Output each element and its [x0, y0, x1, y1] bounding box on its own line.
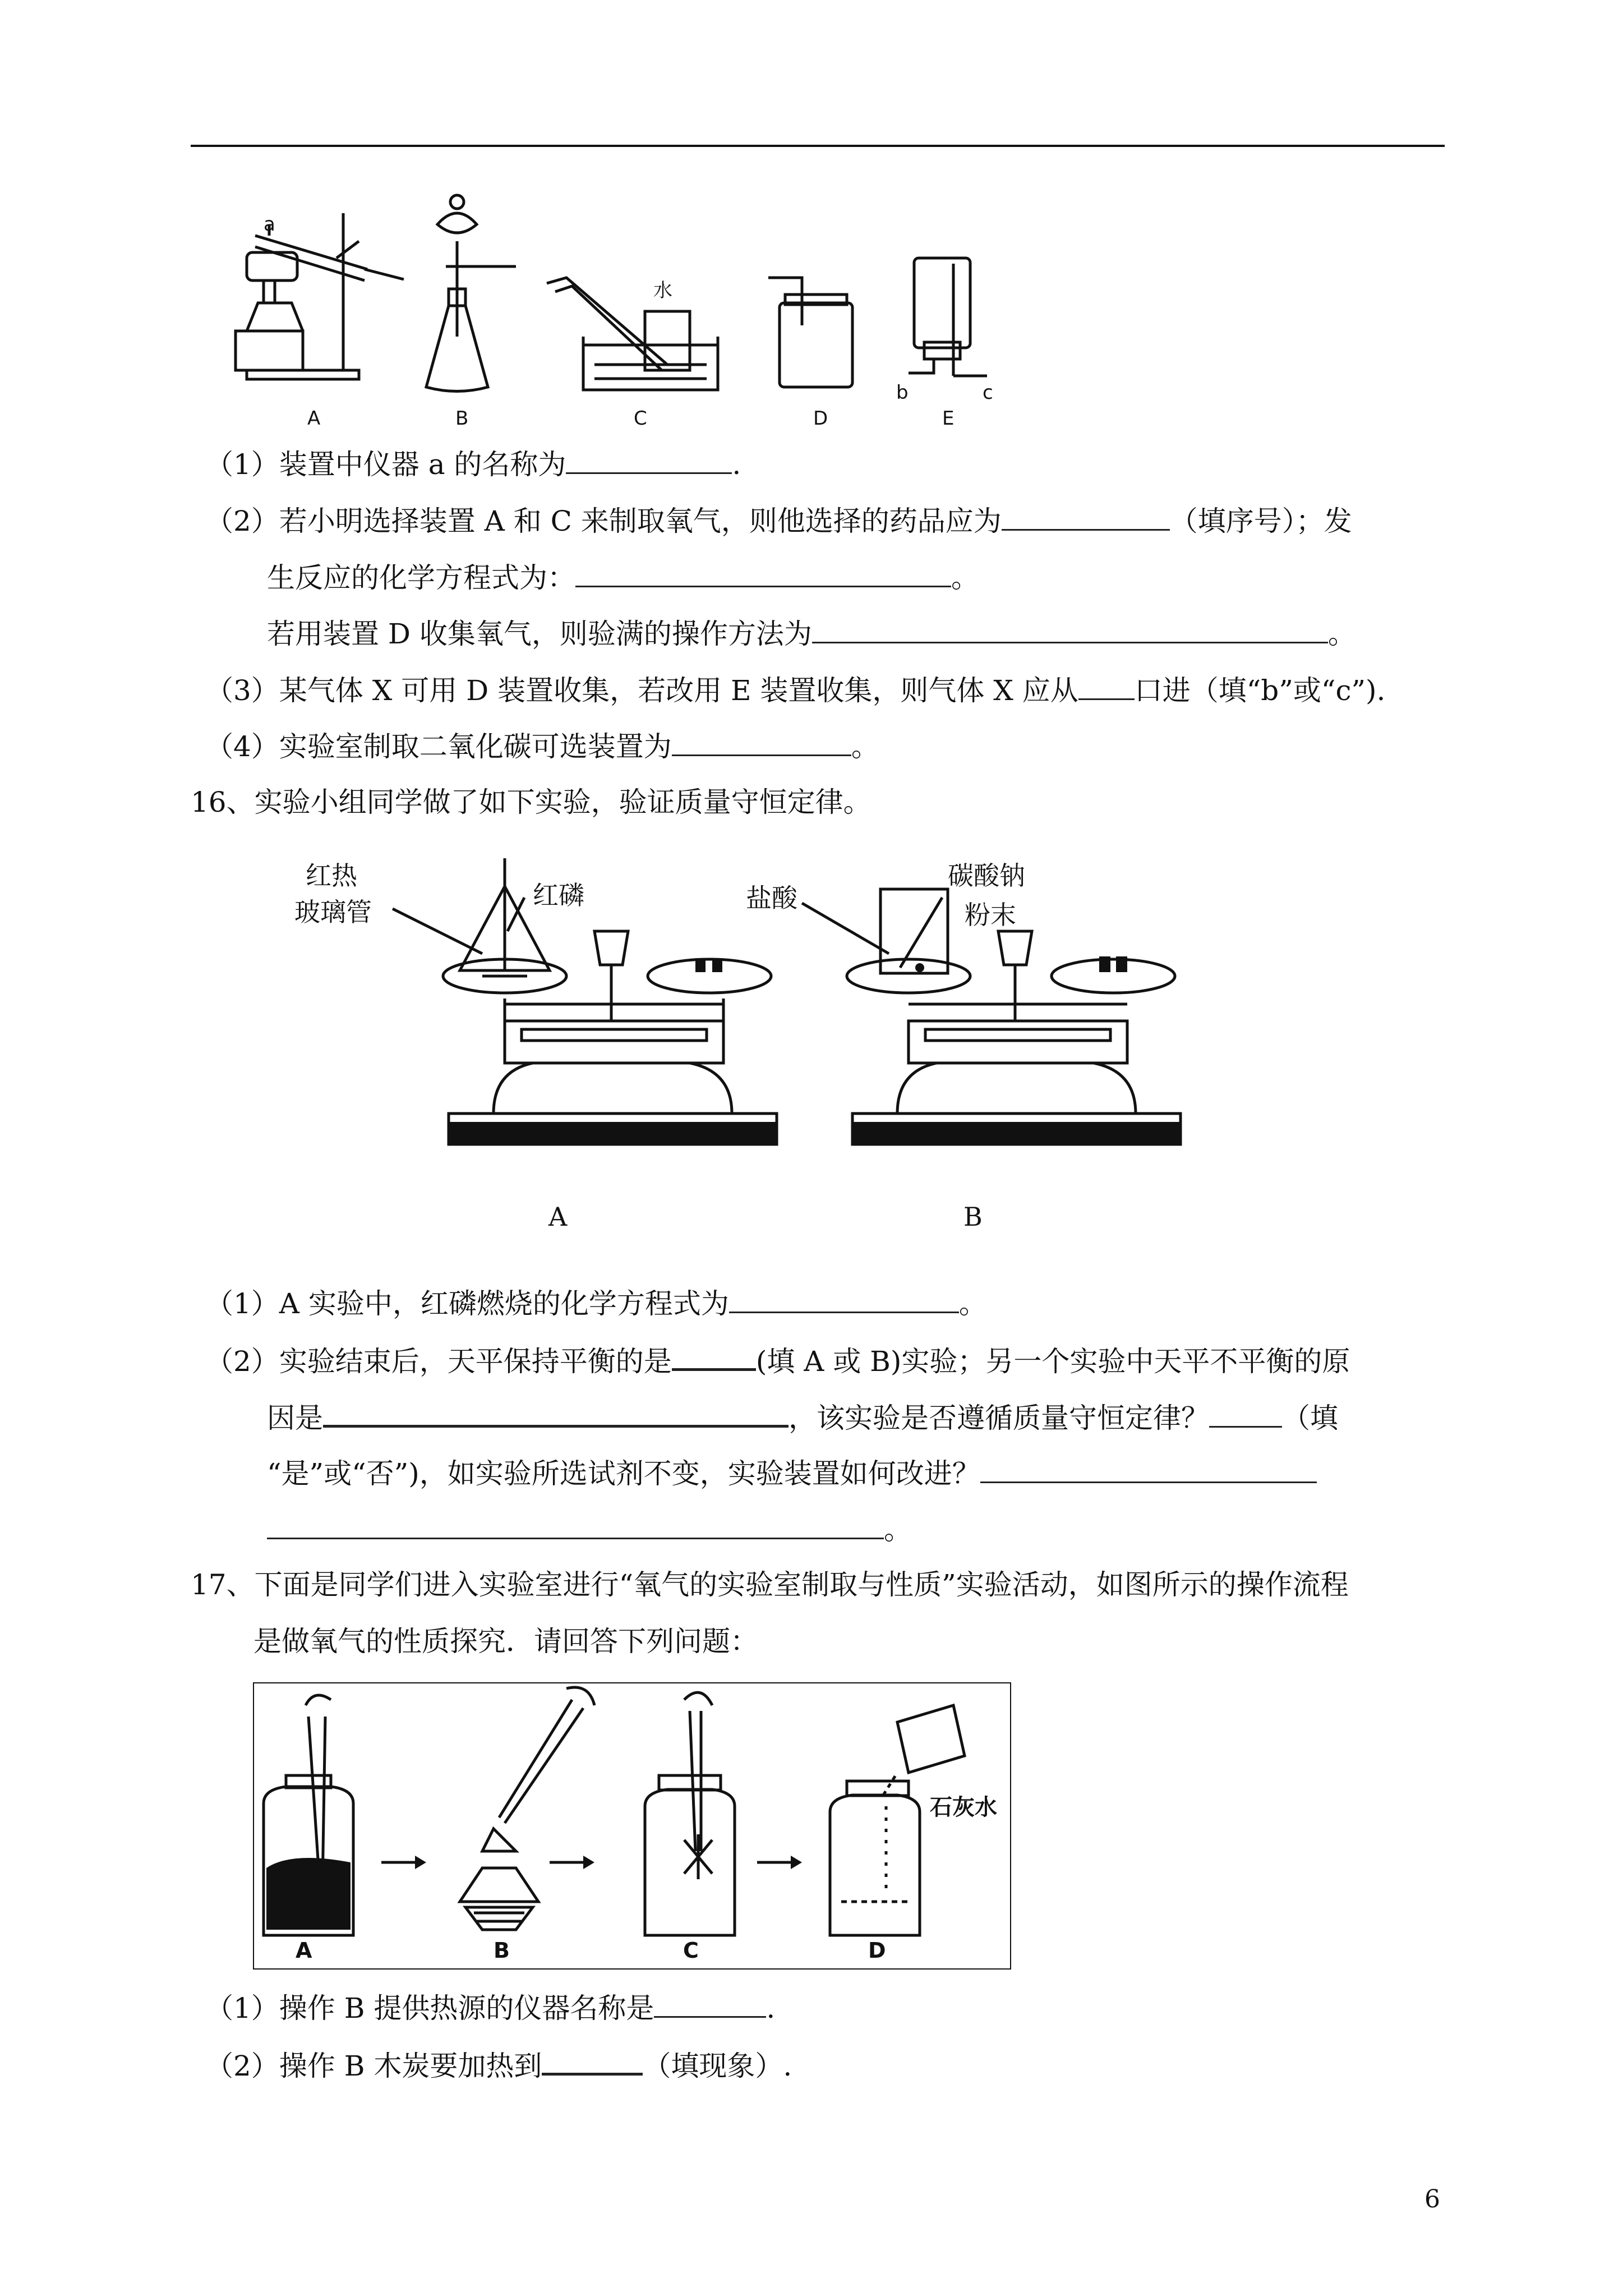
- caption-op-b: B: [494, 1938, 510, 1963]
- label-na2co3-2: 粉末: [965, 900, 1016, 930]
- q17-blank-1[interactable]: [654, 1990, 766, 2018]
- caption-b: B: [455, 407, 469, 430]
- q16-line-5: 。: [267, 1512, 912, 1547]
- q15-line-4: 若用装置 D 收集氧气，则验满的操作方法为 。: [267, 616, 1356, 651]
- q16-line-4: “是”或“否”)，如实验所选试剂不变，实验装置如何改进？: [267, 1456, 1317, 1490]
- q17-title-2: 是做氧气的性质探究．请回答下列问题：: [253, 1625, 758, 1658]
- label-hcl: 盐酸: [746, 883, 797, 913]
- caption-balance-b: B: [963, 1202, 983, 1232]
- label-red-tube-2: 玻璃管: [294, 897, 372, 927]
- label-na2co3-1: 碳酸钠: [948, 861, 1025, 891]
- q16-title: 16、实验小组同学做了如下实验，验证质量守恒定律。: [191, 786, 872, 818]
- q16-line-3: 因是 ，该实验是否遵循质量守恒定律？ （填: [267, 1399, 1338, 1435]
- label-red-tube-1: 红热: [306, 861, 357, 891]
- q15-line-2: （2）若小明选择装置 A 和 C 来制取氧气，则他选择的药品应为 （填序号）；发: [205, 503, 1352, 538]
- label-b: b: [896, 381, 909, 404]
- caption-d: D: [813, 407, 828, 430]
- q17-line-1: （1）操作 B 提供热源的仪器名称是 .: [205, 1990, 775, 2025]
- q17-title-1: 17、下面是同学们进入实验室进行“氧气的实验室制取与性质”实验活动，如图所示的操作流程: [191, 1568, 1349, 1601]
- q15-line-5: （3）某气体 X 可用 D 装置收集，若改用 E 装置收集，则气体 X 应从 口进（填“b”或“c”).: [205, 673, 1385, 707]
- caption-op-c: C: [683, 1938, 699, 1963]
- page-number: 6: [1424, 2185, 1440, 2214]
- q17-line-2: （2）操作 B 木炭要加热到 （填现象）.: [205, 2047, 792, 2083]
- oxygen-c-drawing: [645, 1692, 735, 1935]
- q15-line-3: 生反应的化学方程式为： 。: [267, 560, 979, 595]
- q15-line-6: （4）实验室制取二氧化碳可选装置为 。: [205, 729, 879, 763]
- caption-op-a: A: [296, 1938, 312, 1963]
- q17-blank-2[interactable]: [542, 2047, 643, 2076]
- q16-line-2: （2）实验结束后，天平保持平衡的是 (填 A 或 B)实验；另一个实验中天平不平衡的原: [205, 1342, 1350, 1378]
- caption-a: A: [307, 407, 321, 430]
- label-water: 水: [653, 279, 672, 302]
- label-c: c: [983, 381, 993, 404]
- caption-e: E: [942, 407, 955, 430]
- q15-line-1: （1）装置中仪器 a 的名称为 .: [205, 447, 741, 481]
- caption-c: C: [634, 407, 647, 430]
- label-red-phos: 红磷: [533, 880, 584, 910]
- q16-line-1: （1）A 实验中，红磷燃烧的化学方程式为 。: [205, 1286, 987, 1320]
- oxygen-a-drawing: [264, 1695, 353, 1935]
- caption-balance-a: A: [548, 1202, 568, 1232]
- label-lime-water: 石灰水: [930, 1795, 997, 1820]
- label-a: a: [264, 213, 275, 236]
- oxygen-b-drawing: [460, 1687, 594, 1930]
- caption-op-d: D: [868, 1938, 886, 1963]
